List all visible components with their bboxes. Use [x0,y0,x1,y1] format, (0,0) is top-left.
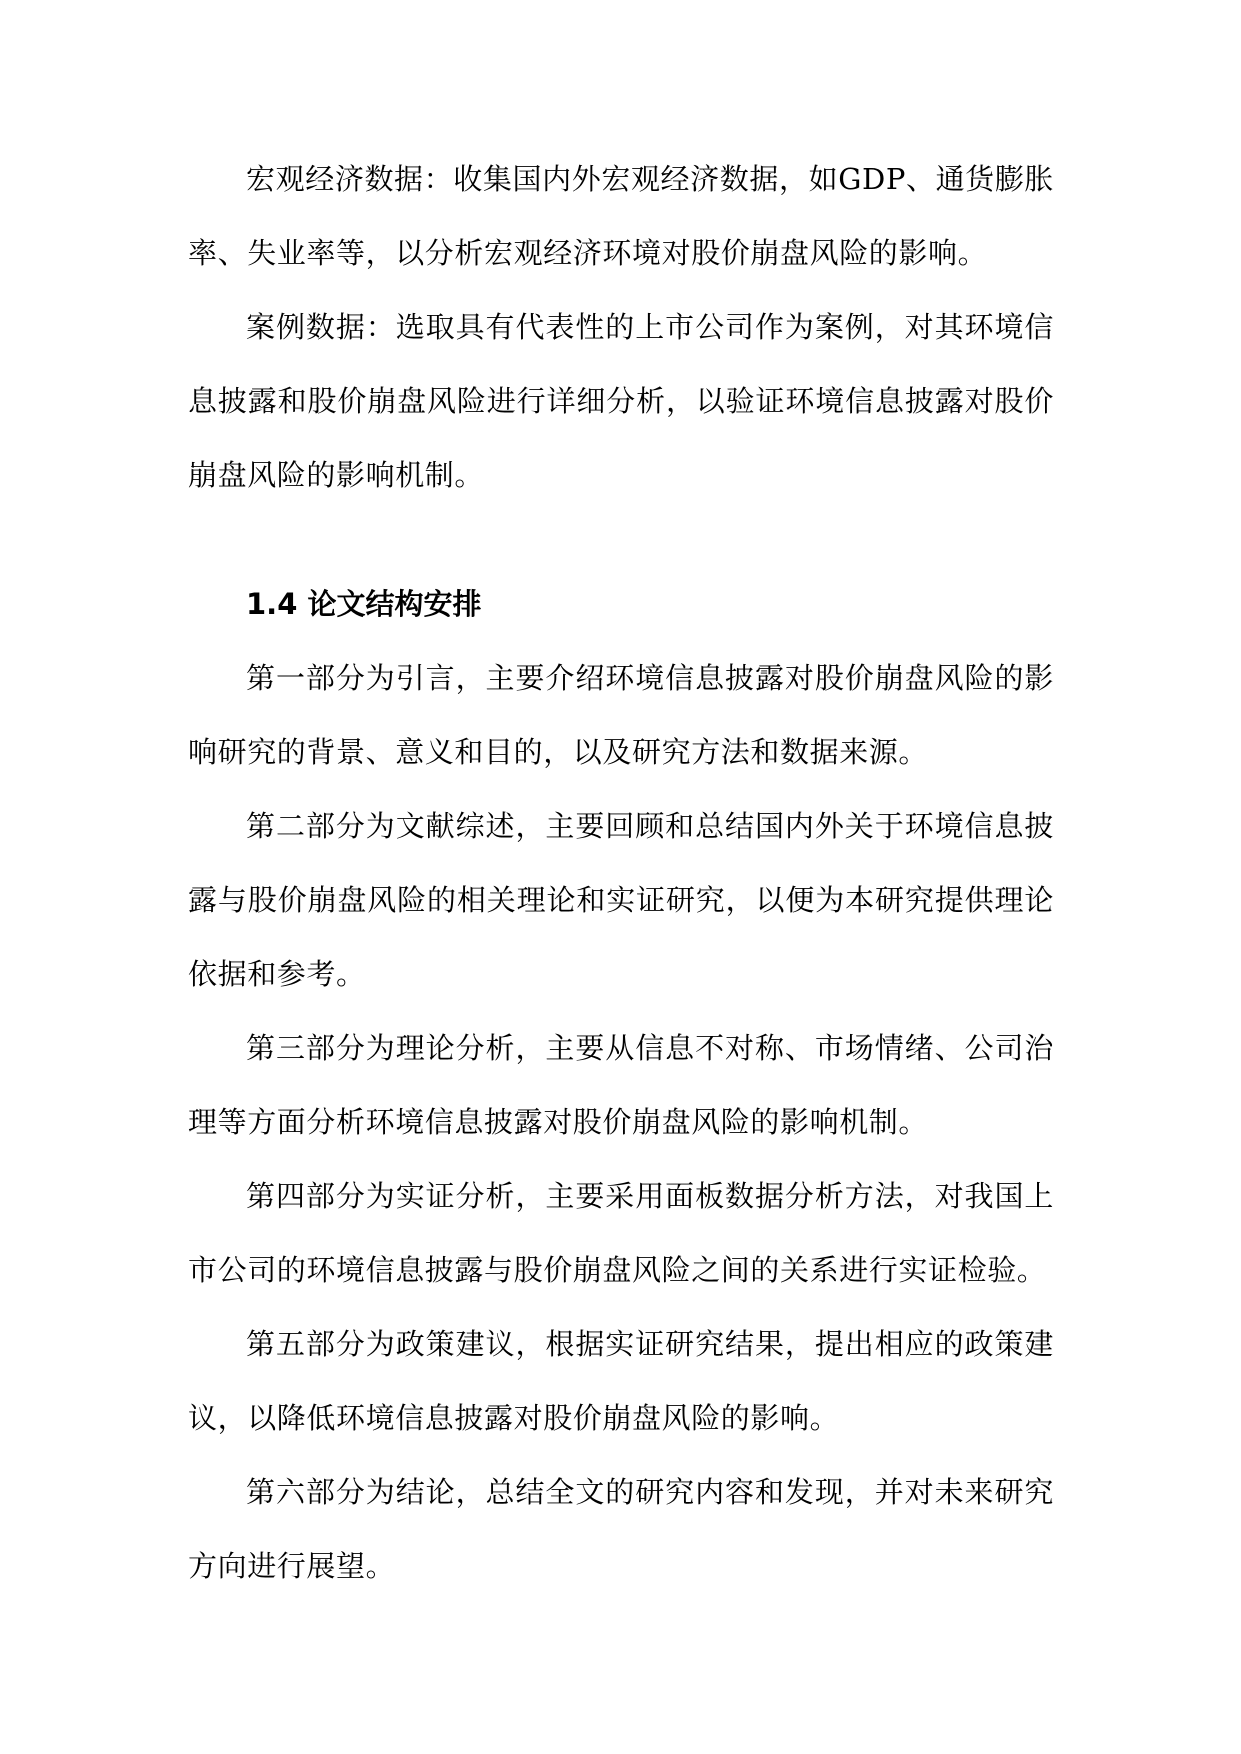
section-heading: 1.4 论文结构安排 [246,587,482,621]
paragraph-part-six: 第六部分为结论，总结全文的研究内容和发现，并对未来研究方向进行展望。 [188,1475,1054,1583]
paragraph-part-two: 第二部分为文献综述，主要回顾和总结国内外关于环境信息披露与股价崩盘风险的相关理论和实证研究，以便为本研究提供理论依据和参考。 [188,809,1054,991]
paragraph-part-one: 第一部分为引言，主要介绍环境信息披露对股价崩盘风险的影响研究的背景、意义和目的，以及研究方法和数据来源。 [188,661,1054,769]
document-page [188,142,1054,1603]
paragraph-macro-data: 宏观经济数据：收集国内外宏观经济数据，如GDP、通货膨胀率、失业率等，以分析宏观经济环境对股价崩盘风险的影响。 [188,162,1054,270]
paragraph-part-four: 第四部分为实证分析，主要采用面板数据分析方法，对我国上市公司的环境信息披露与股价崩盘风险之间的关系进行实证检验。 [188,1179,1054,1287]
paragraph-part-three: 第三部分为理论分析，主要从信息不对称、市场情绪、公司治理等方面分析环境信息披露对股价崩盘风险的影响机制。 [188,1031,1054,1139]
paragraph-part-five: 第五部分为政策建议，根据实证研究结果，提出相应的政策建议，以降低环境信息披露对股价崩盘风险的影响。 [188,1327,1054,1435]
paragraph-case-data: 案例数据：选取具有代表性的上市公司作为案例，对其环境信息披露和股价崩盘风险进行详细分析，以验证环境信息披露对股价崩盘风险的影响机制。 [188,310,1054,492]
